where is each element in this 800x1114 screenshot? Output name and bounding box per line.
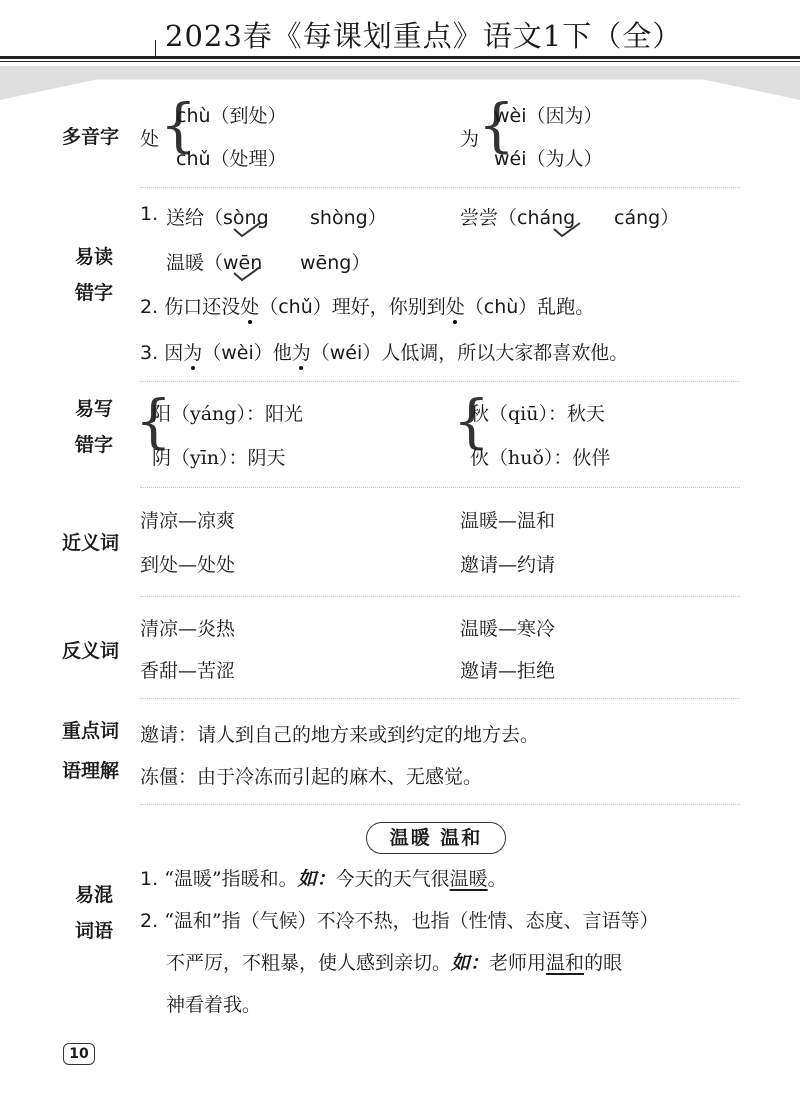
header-band: [0, 66, 800, 100]
divider: [140, 698, 740, 699]
example-marker: 如：: [451, 952, 490, 974]
synonym-pair: 温暖—温和: [460, 510, 556, 532]
confusing-item-2: [140, 906, 659, 933]
polyphonic-char-left: 处: [140, 128, 160, 150]
polyphonic-left-reading-1: chù（到处）: [176, 105, 287, 127]
check-mark-icon: [552, 221, 582, 239]
item-number: 3.: [140, 342, 159, 364]
misread-word-2-wrong: cáng）: [614, 207, 680, 229]
emphasis-char: 为: [292, 338, 311, 365]
page-title: 2023春《每课划重点》语文1下（全）: [165, 19, 683, 53]
keyword-definition: 邀请：请人到自己的地方来或到约定的地方去。: [140, 724, 540, 746]
underlined-word: 温和: [546, 952, 585, 974]
section-label-antonyms: 反义词: [62, 640, 120, 662]
brace-icon: {: [453, 387, 490, 455]
sentence-text: （chù）乱跑。: [464, 296, 595, 318]
emphasis-char: 处: [240, 292, 259, 319]
brace-icon: {: [135, 387, 172, 455]
sentence-text: 。: [487, 868, 507, 890]
polyphonic-left-reading-2: chǔ（处理）: [176, 148, 287, 170]
misread-word-2: 尝尝（cháng: [460, 207, 576, 229]
divider: [140, 187, 740, 188]
section-label-miswrite-2: 错字: [75, 434, 114, 456]
confusing-words-badge: 温暖 温和: [366, 822, 506, 854]
section-label-miswrite-1: 易写: [75, 398, 114, 420]
item-number: 1.: [140, 868, 159, 890]
polyphonic-char-right: 为: [460, 128, 480, 150]
brace-icon: {: [160, 91, 197, 159]
confusing-item-2-line-3: 神看着我。: [166, 994, 262, 1016]
brace-icon: {: [478, 91, 515, 159]
miswrite-right-2: 伙（huǒ）：伙伴: [470, 447, 611, 469]
confusing-item-2-line-2: [166, 948, 622, 975]
sentence-text: （wèi）他: [202, 342, 292, 364]
sentence-text: 老师用: [489, 952, 547, 974]
miswrite-left-2: 阴（yīn）：阴天: [152, 447, 286, 469]
item-number: 2.: [140, 296, 159, 318]
header-rule: [0, 56, 800, 59]
synonym-pair: 邀请—约请: [460, 554, 556, 576]
divider: [140, 596, 740, 597]
check-mark-icon: [232, 265, 262, 283]
section-label-misread-2: 错字: [75, 282, 114, 304]
divider: [140, 381, 740, 382]
section-label-synonyms: 近义词: [62, 532, 120, 554]
underlined-word: 温暖: [449, 868, 488, 890]
section-label-confusing-2: 词语: [75, 920, 114, 942]
section-label-keywords-2: 语理解: [62, 760, 120, 782]
check-mark-icon: [232, 221, 262, 239]
sentence-text: （chǔ）理好，你别到: [259, 296, 446, 318]
misread-sentence-3: [140, 338, 628, 365]
section-label-misread-1: 易读: [75, 246, 114, 268]
misread-sentence-2: [140, 292, 594, 319]
section-label-keywords-1: 重点词: [62, 720, 120, 742]
sentence-text: 今天的天气很: [335, 868, 450, 890]
misread-word-3-wrong: wēng）: [300, 252, 371, 274]
misread-word-1: 送给（sòng: [166, 207, 269, 229]
synonym-pair: 清凉—凉爽: [140, 510, 236, 532]
miswrite-left-1: 阳（yáng）：阳光: [152, 403, 303, 425]
sentence-text: 不严厉，不粗暴，使人感到亲切。: [166, 952, 452, 974]
section-label-polyphonic: 多音字: [62, 126, 120, 148]
keyword-definition: 冻僵：由于冷冻而引起的麻木、无感觉。: [140, 766, 483, 788]
sentence-text: （wéi）人低调，所以大家都喜欢他。: [310, 342, 629, 364]
polyphonic-right-reading-2: wéi（为人）: [494, 148, 603, 170]
misread-word-1-wrong: shòng）: [310, 207, 387, 229]
sentence-text: 伤口还没: [164, 296, 241, 318]
antonym-pair: 邀请—拒绝: [460, 660, 556, 682]
sentence-text: “温和”指（气候）不冷不热，也指（性情、态度、言语等）: [164, 910, 659, 932]
example-marker: 如：: [297, 868, 336, 890]
item-number: 1.: [140, 203, 159, 225]
section-label-confusing-1: 易混: [75, 884, 114, 906]
emphasis-char: 处: [446, 292, 465, 319]
antonym-pair: 温暖—寒冷: [460, 618, 556, 640]
miswrite-right-1: 秋（qiū）：秋天: [470, 403, 605, 425]
antonym-pair: 清凉—炎热: [140, 618, 236, 640]
sentence-text: “温暖”指暖和。: [164, 868, 298, 890]
sentence-text: 因: [164, 342, 184, 364]
sentence-text: 的眼: [584, 952, 623, 974]
polyphonic-right-reading-1: wèi（因为）: [494, 105, 603, 127]
confusing-item-1: [140, 864, 507, 891]
antonym-pair: 香甜—苦涩: [140, 660, 236, 682]
misread-word-3: 温暖（wēn: [166, 252, 263, 274]
header-rule-thin: [0, 61, 800, 62]
page-number: 10: [63, 1043, 95, 1065]
emphasis-char: 为: [183, 338, 202, 365]
synonym-pair: 到处—处处: [140, 554, 236, 576]
header-tick: [155, 40, 156, 57]
item-number: 2.: [140, 910, 159, 932]
divider: [140, 804, 740, 805]
divider: [140, 487, 740, 488]
